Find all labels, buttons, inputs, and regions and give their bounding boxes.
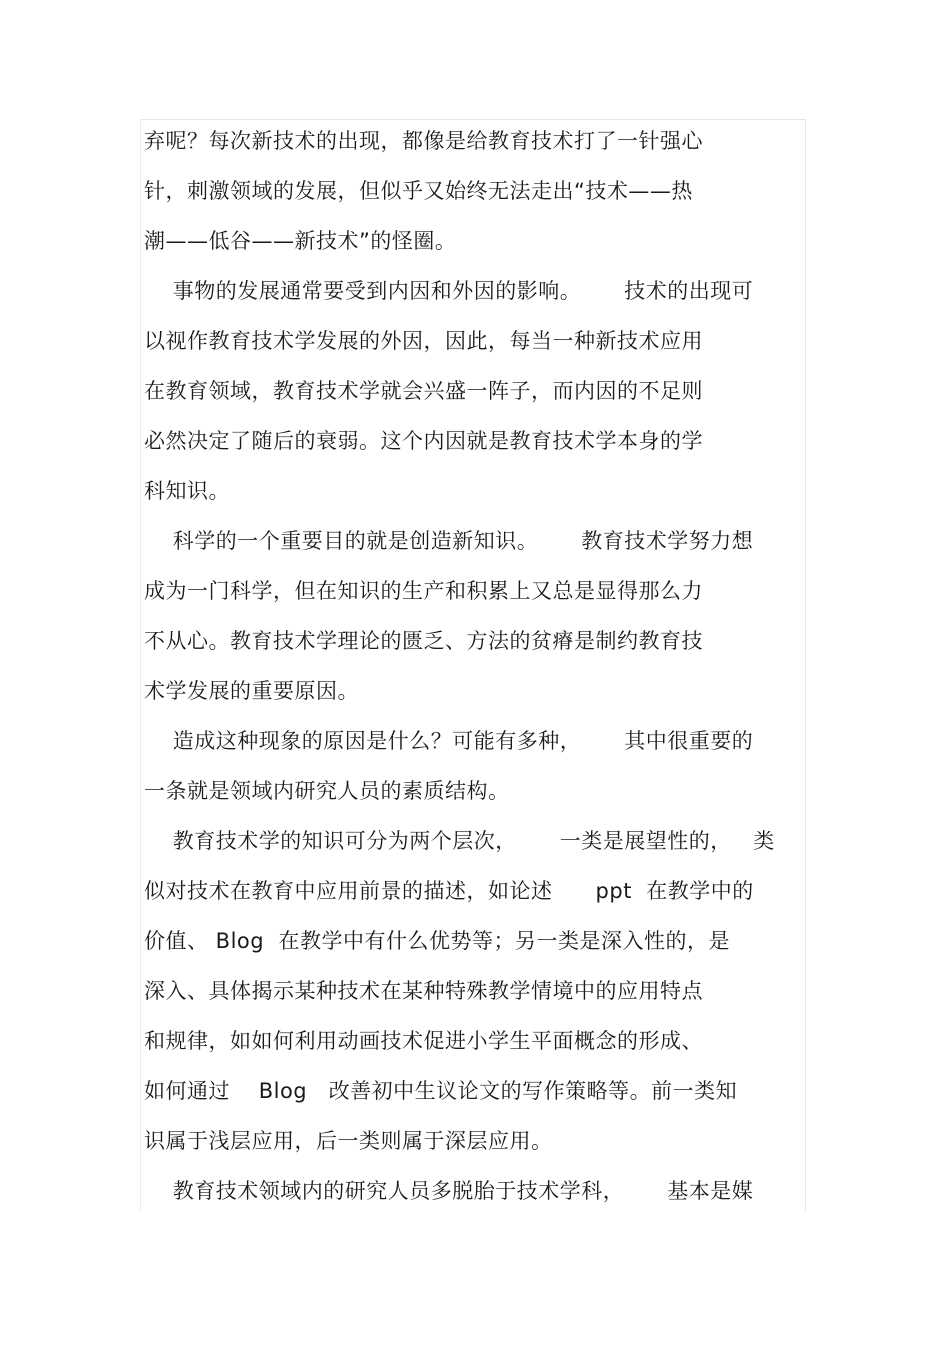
text-line: 科知识。 — [144, 479, 230, 503]
text-line: 教育技术领域内的研究人员多脱胎于技术学科， 基本是媒 — [144, 1179, 754, 1203]
text-line: 弃呢？每次新技术的出现，都像是给教育技术打了一针强心 — [144, 129, 703, 153]
text-line: 潮——低谷——新技术”的怪圈。 — [144, 229, 457, 253]
text-line: 科学的一个重要目的就是创造新知识。 教育技术学努力想 — [144, 529, 754, 553]
text-line: 如何通过 Blog 改善初中生议论文的写作策略等。前一类知 — [144, 1079, 738, 1103]
text-line: 价值、 Blog 在教学中有什么优势等；另一类是深入性的，是 — [144, 929, 730, 953]
text-line: 针，刺激领域的发展，但似乎又始终无法走出“技术——热 — [144, 179, 693, 203]
text-line: 以视作教育技术学发展的外因，因此，每当一种新技术应用 — [144, 329, 703, 353]
document-body — [144, 116, 808, 1216]
text-line: 造成这种现象的原因是什么？可能有多种， 其中很重要的 — [144, 729, 754, 753]
text-line: 在教育领域，教育技术学就会兴盛一阵子，而内因的不足则 — [144, 379, 703, 403]
text-line: 识属于浅层应用，后一类则属于深层应用。 — [144, 1129, 553, 1153]
text-line: 不从心。教育技术学理论的匮乏、方法的贫瘠是制约教育技 — [144, 629, 703, 653]
text-line: 深入、具体揭示某种技术在某种特殊教学情境中的应用特点 — [144, 979, 703, 1003]
text-line: 和规律，如如何利用动画技术促进小学生平面概念的形成、 — [144, 1029, 703, 1053]
text-line: 术学发展的重要原因。 — [144, 679, 359, 703]
text-line: 必然决定了随后的衰弱。这个内因就是教育技术学本身的学 — [144, 429, 703, 453]
text-line: 教育技术学的知识可分为两个层次， 一类是展望性的， 类 — [144, 829, 775, 853]
text-line: 一条就是领域内研究人员的素质结构。 — [144, 779, 510, 803]
text-line: 事物的发展通常要受到内因和外因的影响。 技术的出现可 — [144, 279, 754, 303]
text-line: 似对技术在教育中应用前景的描述，如论述 ppt 在教学中的 — [144, 879, 754, 903]
text-line: 成为一门科学，但在知识的生产和积累上又总是显得那么力 — [144, 579, 703, 603]
